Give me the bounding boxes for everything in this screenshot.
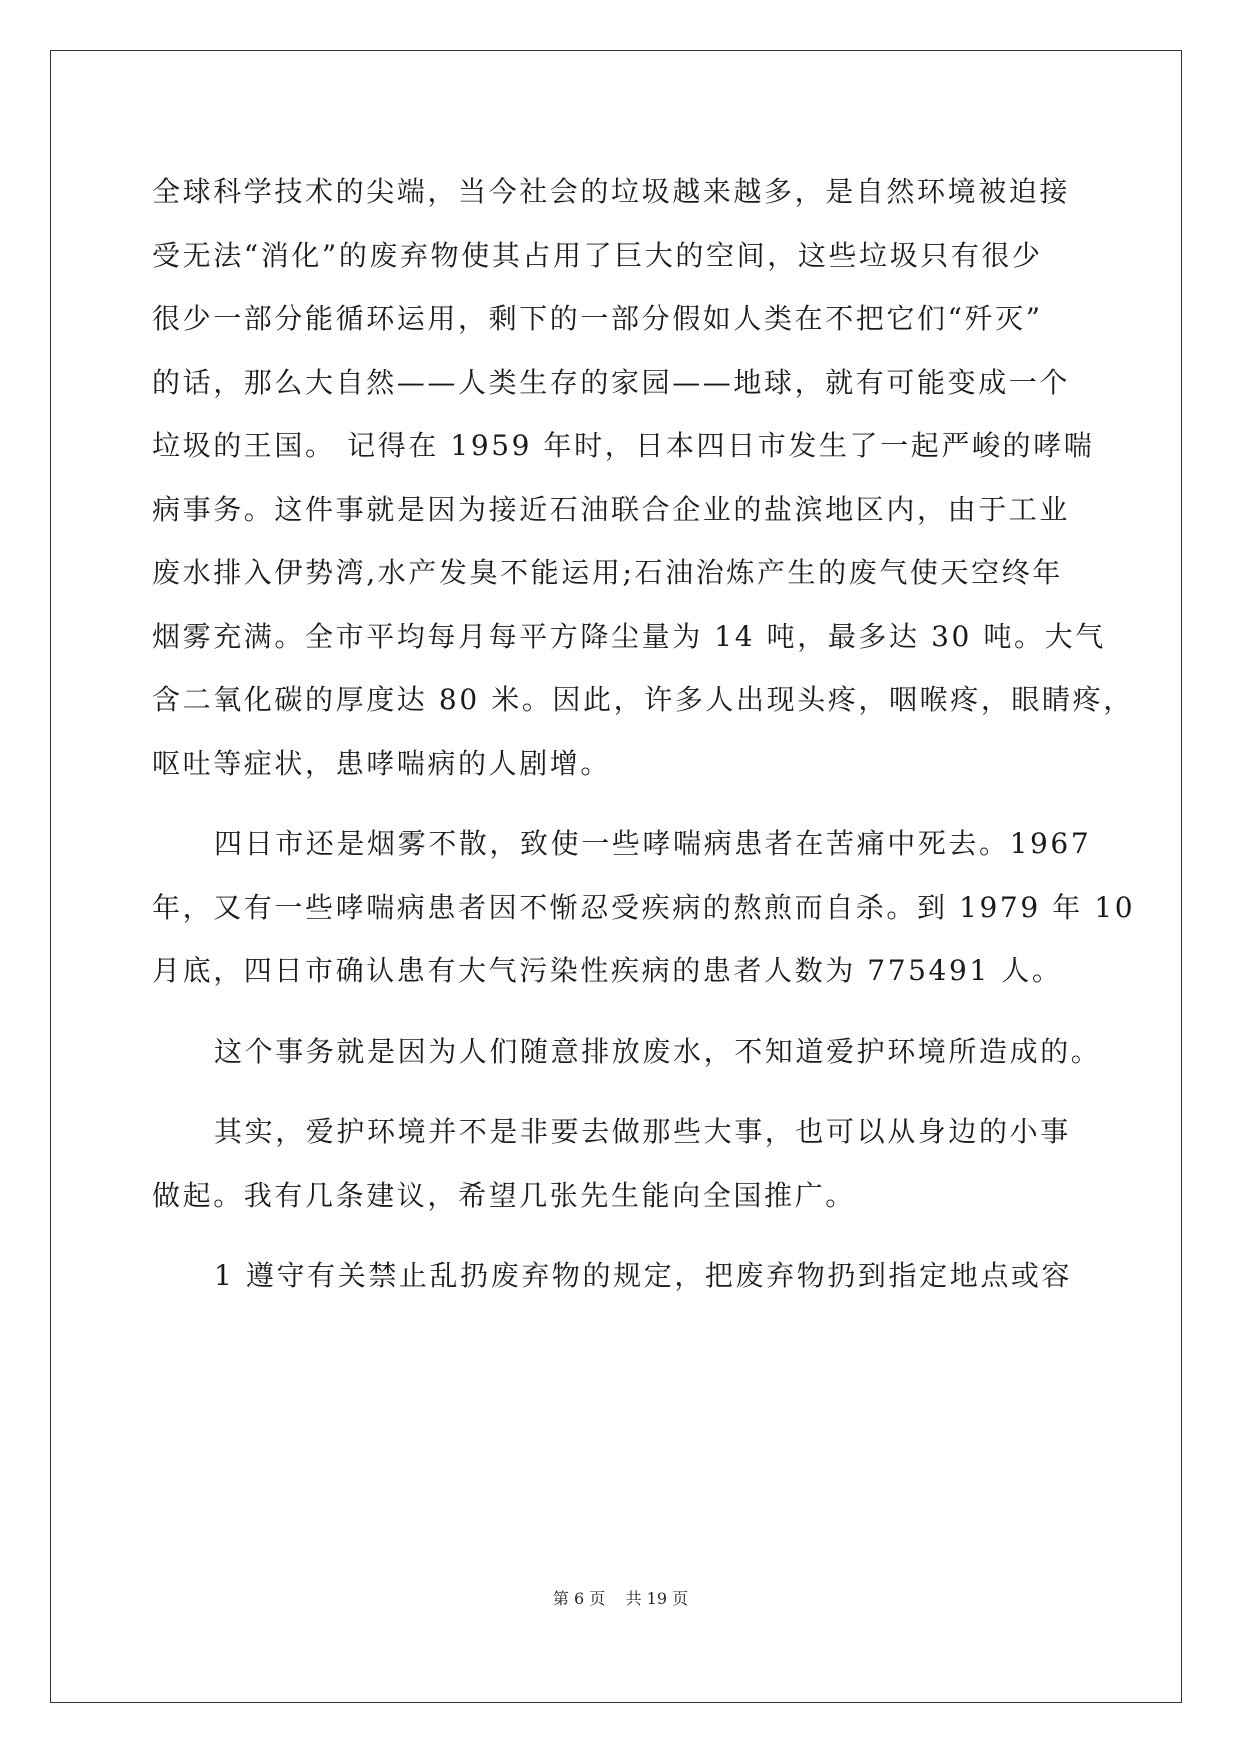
text-line: 年，又有一些哮喘病患者因不惭忍受疾病的熬煎而自杀。到 1979 年 10 <box>152 890 1136 924</box>
text-line: 垃圾的王国。 记得在 1959 年时，日本四日市发生了一起严峻的哮喘 <box>152 429 1095 462</box>
text-line: 含二氧化碳的厚度达 80 米。因此，许多人出现头疼，咽喉疼，眼睛疼， <box>152 683 1134 716</box>
page-number-label: 第 6 页 共 19 页 <box>552 1589 689 1608</box>
paragraph-first-line: 这个事务就是因为人们随意排放废水，不知道爱护环境所造成的。 <box>214 1034 1102 1068</box>
text-line: 受无法“消化”的废弃物使其占用了巨大的空间，这些垃圾只有很少 <box>152 238 1043 272</box>
document-body <box>152 160 1136 1308</box>
text-line: 月底，四日市确认患有大气污染性疾病的患者人数为 775491 人。 <box>152 954 1063 987</box>
text-line: 很少一部分能循环运用，剩下的一部分假如人类在不把它们“歼灭” <box>152 302 1043 335</box>
text-line: 废水排入伊势湾,水产发臭不能运用;石油治炼产生的废气使天空终年 <box>152 556 1063 589</box>
text-line: 烟雾充满。全市平均每月每平方降尘量为 14 吨，最多达 30 吨。大气 <box>152 619 1106 653</box>
paragraph-first-line: 1 遵守有关禁止乱扔废弃物的规定，把废弃物扔到指定地点或容 <box>214 1259 1073 1292</box>
text-line: 做起。我有几条建议，希望几张先生能向全国推广。 <box>152 1178 856 1212</box>
paragraph-first-line: 四日市还是烟雾不散，致使一些哮喘病患者在苦痛中死去。1967 <box>214 827 1092 860</box>
text-line: 病事务。这件事就是因为接近石油联合企业的盐滨地区内，由于工业 <box>152 492 1071 526</box>
page-footer <box>0 1589 1241 1609</box>
text-line: 的话，那么大自然——人类生存的家园——地球，就有可能变成一个 <box>152 365 1071 399</box>
paragraph-first-line: 其实，爱护环境并不是非要去做那些大事，也可以从身边的小事 <box>214 1115 1071 1148</box>
text-line: 全球科学技术的尖端，当今社会的垃圾越来越多，是自然环境被迫接 <box>152 175 1071 208</box>
text-line: 呕吐等症状，患哮喘病的人剧增。 <box>152 746 612 780</box>
